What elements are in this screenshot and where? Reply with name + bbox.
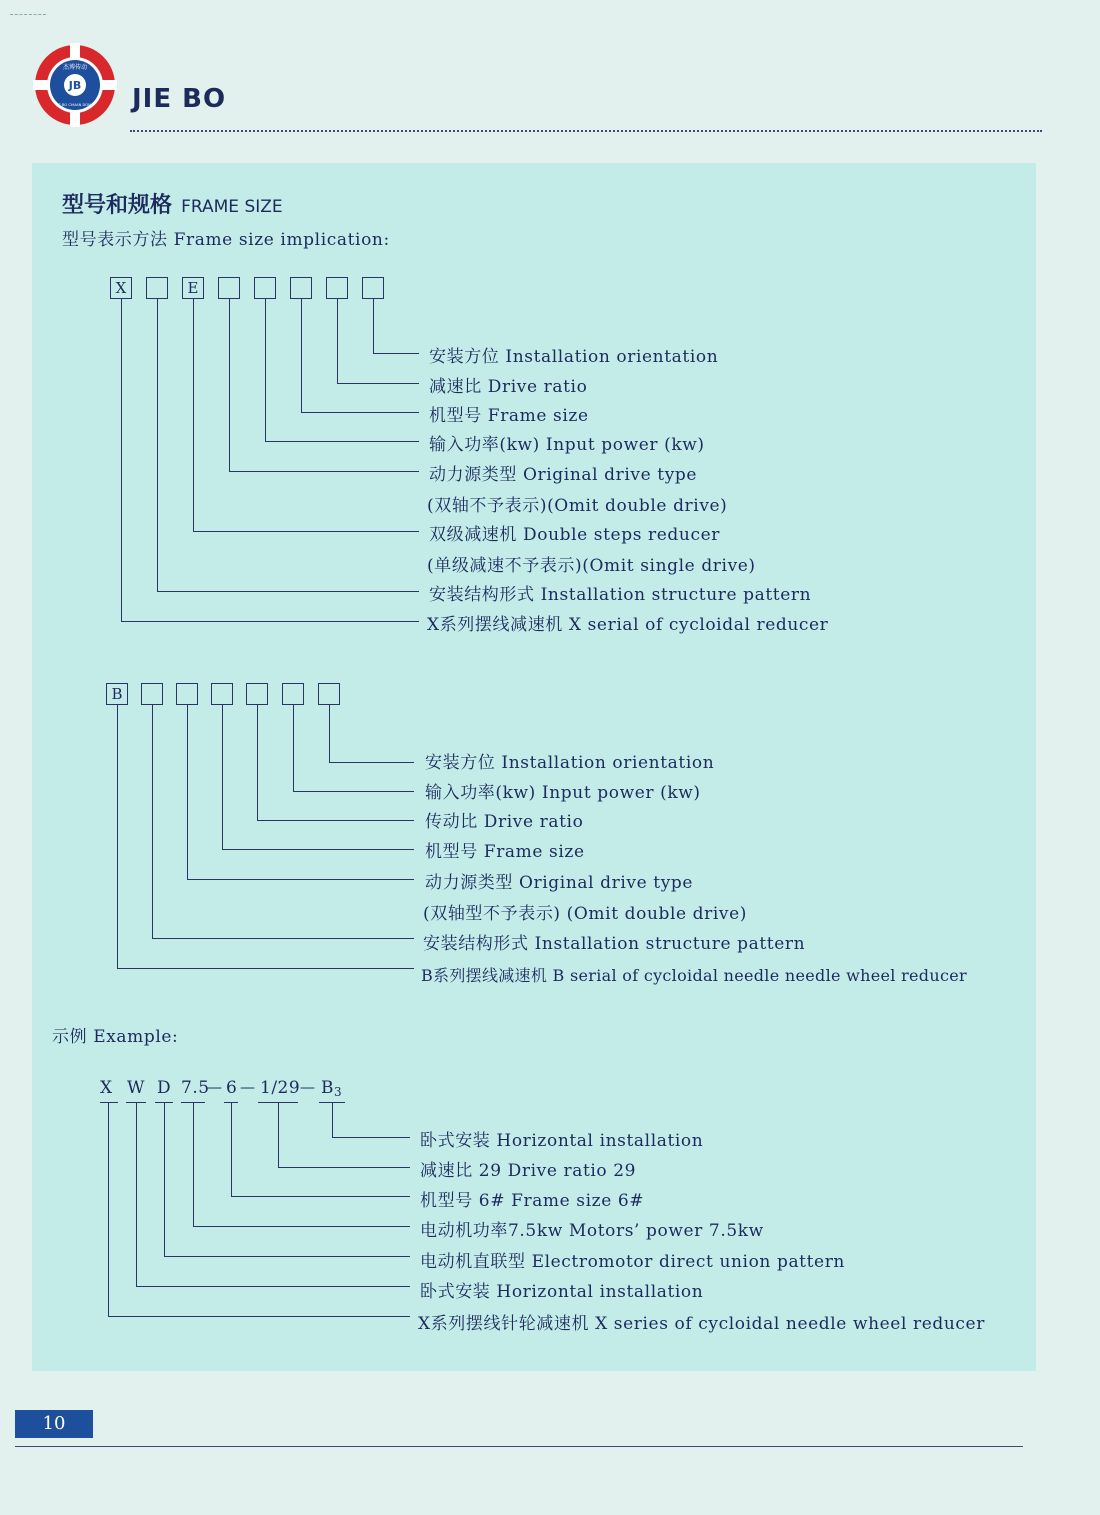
leader-line [265,441,419,442]
leader-line [121,621,419,622]
leader-line [231,1196,410,1197]
example-code-part: D [157,1078,172,1098]
leader-line [329,705,330,762]
section-title [62,188,283,219]
example-code-subscript: 3 [334,1085,343,1099]
leader-line [229,471,419,472]
leader-line [108,1102,109,1316]
header-dotted-rule [130,130,1042,132]
b-label: B系列摆线减速机 B serial of cycloidal needle needle wheel reducer [421,966,967,985]
b-label-note: (双轴型不予表示) (Omit double drive) [423,904,748,924]
logo-ring-text-top: 杰博传动 [62,64,88,71]
b-code-box [176,683,198,705]
leader-line [193,299,194,531]
x-label: 动力源类型 Original drive type [429,465,698,485]
b-code-box: B [106,683,128,705]
x-code-box [326,277,348,299]
b-label: 动力源类型 Original drive type [425,873,694,893]
leader-line [222,849,414,850]
x-code-box [254,277,276,299]
page-number: 10 [42,1413,66,1434]
example-code-part: 6 [226,1078,238,1098]
example-label: 减速比 29 Drive ratio 29 [420,1161,637,1181]
x-code-box [362,277,384,299]
example-label: 卧式安装 Horizontal installation [420,1282,704,1302]
logo-monogram: JB [68,79,82,92]
page-number-badge [15,1410,93,1438]
b-code-box [282,683,304,705]
x-label: 安装结构形式 Installation structure pattern [429,585,812,605]
leader-line [373,353,419,354]
leader-line [117,705,118,968]
example-code-dash: — [300,1078,316,1096]
top-tick-mark [10,14,46,15]
leader-line [278,1167,410,1168]
leader-line [332,1137,410,1138]
leader-line [136,1286,410,1287]
x-label: 安装方位 Installation orientation [429,347,719,367]
leader-line [257,705,258,820]
b-label: 输入功率(kw) Input power (kw) [425,783,701,803]
b-label: 安装结构形式 Installation structure pattern [423,934,806,954]
leader-line [301,299,302,412]
example-label: 机型号 6# Frame size 6# [420,1191,645,1211]
leader-line [293,791,414,792]
leader-line [257,820,414,821]
footer-rule [15,1446,1023,1447]
example-code-dash: — [240,1078,256,1096]
example-code-part: B [321,1078,334,1098]
b-label: 机型号 Frame size [425,842,585,862]
leader-line [329,762,414,763]
leader-line [136,1102,137,1286]
b-label: 传动比 Drive ratio [425,812,584,832]
b-label: 安装方位 Installation orientation [425,753,715,773]
code-underline [100,1102,118,1103]
x-label: 减速比 Drive ratio [429,377,588,397]
example-code-dash: — [207,1078,223,1096]
leader-line [164,1256,410,1257]
x-label: 机型号 Frame size [429,406,589,426]
example-label: 卧式安装 Horizontal installation [420,1131,704,1151]
leader-line [157,299,158,591]
leader-line [229,299,230,471]
leader-line [121,299,122,621]
example-code-part: 7.5 [181,1078,210,1098]
leader-line [301,412,419,413]
leader-line [187,879,414,880]
example-label: 电动机直联型 Electromotor direct union pattern [420,1252,845,1272]
x-label: 输入功率(kw) Input power (kw) [429,435,705,455]
leader-line [373,299,374,353]
leader-line [152,705,153,938]
jiebo-logo [33,43,117,127]
brand-name: JIE BO [132,84,227,114]
leader-line [265,299,266,441]
example-code-part: W [127,1078,145,1098]
leader-line [187,705,188,879]
section-title-cn: 型号和规格 [62,193,173,218]
example-label: X系列摆线针轮减速机 X series of cycloidal needle wheel reducer [418,1314,985,1334]
example-code-part: X [100,1078,113,1098]
leader-line [164,1102,165,1256]
x-code-box [290,277,312,299]
example-heading: 示例 Example: [52,1027,179,1047]
leader-line [117,968,414,969]
leader-line [193,1226,410,1227]
x-code-box: X [110,277,132,299]
leader-line [193,531,419,532]
leader-line [222,705,223,849]
x-label: X系列摆线减速机 X serial of cycloidal reducer [427,615,829,635]
example-label: 电动机功率7.5kw Motors’ power 7.5kw [420,1221,764,1241]
leader-line [332,1102,333,1137]
b-code-box [318,683,340,705]
section-subtitle: 型号表示方法 Frame size implication: [62,230,390,250]
x-label-note: (单级减速不予表示)(Omit single drive) [427,556,756,576]
leader-line [337,383,419,384]
x-code-box [218,277,240,299]
x-label-note: (双轴不予表示)(Omit double drive) [427,496,728,516]
x-code-box: E [182,277,204,299]
leader-line [157,591,419,592]
leader-line [337,299,338,383]
leader-line [193,1102,194,1226]
logo-ring-text-bottom: JIE BO CHUAN DONG [56,103,94,107]
leader-line [108,1316,410,1317]
section-title-en: FRAME SIZE [181,197,283,217]
b-code-box [211,683,233,705]
leader-line [152,938,414,939]
x-label: 双级减速机 Double steps reducer [429,525,720,545]
leader-line [278,1102,279,1167]
example-code-part: 1/29 [260,1078,301,1098]
x-code-box [146,277,168,299]
b-code-box [141,683,163,705]
leader-line [231,1102,232,1196]
leader-line [293,705,294,791]
b-code-box [246,683,268,705]
